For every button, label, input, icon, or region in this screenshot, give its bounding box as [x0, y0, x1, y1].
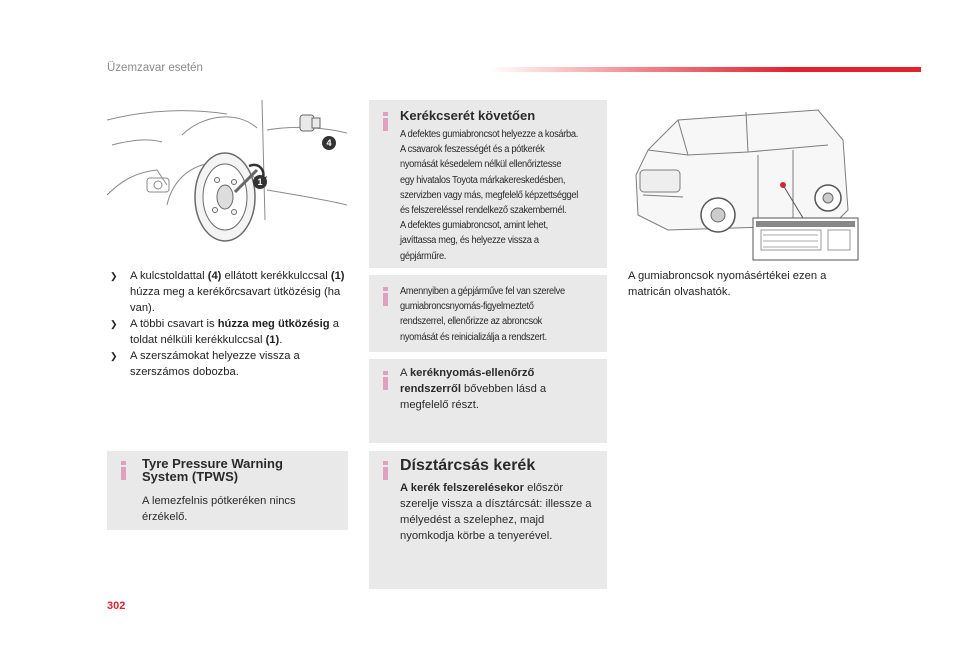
info-icon: [383, 287, 388, 306]
van-illustration: [628, 100, 860, 265]
instruction-text-run: (1): [265, 334, 280, 346]
tpws-box: [107, 451, 348, 530]
info-icon: [383, 371, 388, 390]
text-line: egy hivatalos Toyota márkakereskedésben,: [400, 174, 566, 186]
text-line: szervizben vagy más, megfelelő képzettséggel: [400, 189, 578, 201]
text-line: rendszerrel, ellenőrizze az abroncsok: [400, 316, 542, 328]
text-line: nyomását késedelem nélkül ellenőriztesse: [400, 159, 562, 171]
instruction-text-run: A kulcstoldattal: [130, 270, 208, 282]
instruction-text-run: ellátott kerékkulccsal: [221, 270, 331, 282]
sticker-caption: A gumiabroncsok nyomásértékei ezen a matricán olvashatók.: [628, 270, 827, 298]
text-line: A defektes gumiabroncsot helyezze a kosárba.: [400, 129, 578, 140]
text-line: A csavarok feszességét és a pótkerék: [400, 144, 545, 156]
text-line: javíttassa meg, és helyezze vissza a: [400, 235, 539, 247]
instruction-text-run: (1): [330, 270, 345, 282]
page-number: 302: [107, 600, 126, 612]
info-icon: [383, 461, 388, 480]
text-line: gépjárműre.: [400, 250, 447, 262]
arrow-bullet-icon: ❯: [110, 319, 118, 329]
after-change-box: [369, 100, 607, 268]
tpms-note-text: [400, 284, 609, 345]
info-icon: [383, 112, 388, 131]
after-change-title: Kerékcserét követően: [400, 108, 536, 123]
tpws-text: A lemezfelnis pótkeréken nincs érzékelő.: [142, 495, 296, 523]
instruction-item: [110, 348, 350, 380]
arrow-bullet-icon: ❯: [110, 271, 118, 281]
arrow-bullet-icon: ❯: [110, 351, 118, 361]
text-line: nyomását és reinicializálja a rendszert.: [400, 331, 547, 343]
instruction-text-run: .: [279, 334, 283, 346]
instruction-text-run: a toldat nélküli kerékkulccsal: [130, 318, 339, 346]
after-change-text: [400, 127, 609, 264]
instruction-list: [110, 268, 350, 380]
instruction-text-run: A többi csavart is: [130, 318, 218, 330]
hubcap-box: [369, 451, 607, 589]
see-more-box: [369, 359, 607, 443]
text-line: és felszereléssel rendelkező szakembernél.: [400, 205, 567, 217]
callout-4: 4: [322, 136, 336, 150]
hubcap-text: A kerék felszerelésekor először szerelje vissza a dísztárcsát: illessze a mélyedést a szelephez, majd nyomkodja körbe a tenyerével.: [400, 482, 592, 542]
hubcap-title: Dísztárcsás kerék: [400, 457, 536, 474]
instruction-text-run: húzza meg ütközésig: [217, 318, 330, 330]
instruction-item: [110, 268, 350, 316]
text-line: A defektes gumiabroncsot, amint lehet,: [400, 220, 548, 232]
wheel-wrench-illustration: [107, 100, 347, 250]
tpws-title: Tyre Pressure Warning System (TPWS): [142, 456, 283, 484]
info-icon: [121, 461, 126, 480]
text-line: Amennyiben a gépjárműve fel van szerelve: [400, 286, 565, 297]
instruction-text-run: (4): [207, 270, 222, 282]
section-title: Üzemzavar esetén: [107, 62, 203, 74]
header-rule: [490, 67, 921, 72]
callout-1: 1: [253, 175, 267, 189]
tpms-note-box: [369, 275, 607, 352]
instruction-text-run: húzza meg a kerékőrcsavart ütközésig (ha van).: [130, 286, 341, 314]
instruction-item: [110, 316, 350, 348]
see-more-text: A keréknyomás-ellenőrző rendszerről bővebben lásd a megfelelő részt.: [400, 367, 547, 411]
instruction-text-run: A szerszámokat helyezze vissza a szerszámos dobozba.: [130, 350, 300, 378]
text-line: gumiabroncsnyomás-figyelmeztető: [400, 301, 534, 313]
